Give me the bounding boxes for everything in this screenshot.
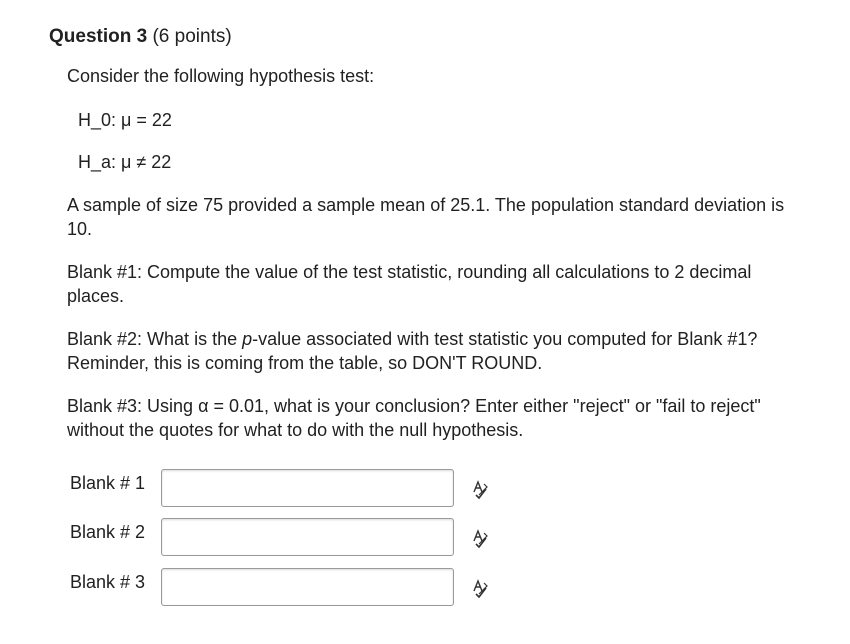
blank-label-2: Blank # 2 xyxy=(70,522,146,542)
blank3-instructions: Blank #3: Using α = 0.01, what is your conclusion? Enter either "reject" or "fail to reject" without the quotes for what to do with the null hypothesis. xyxy=(67,396,761,440)
blank-input-2[interactable] xyxy=(161,518,454,556)
blank-row-1 xyxy=(70,469,510,513)
alternative-hypothesis: H_a: μ ≠ 22 xyxy=(78,152,172,172)
blank1-instructions: Blank #1: Compute the value of the test statistic, rounding all calculations to 2 decimal places. xyxy=(67,262,752,306)
spell-check-icon[interactable] xyxy=(470,529,490,549)
blank2-text-before: Blank #2: What is the xyxy=(67,329,243,349)
question-title: Question 3 xyxy=(49,26,148,47)
question-points: (6 points) xyxy=(152,26,232,47)
sample-description: A sample of size 75 provided a sample mean of 25.1. The population standard deviation is 10. xyxy=(67,195,785,239)
spell-check-icon[interactable] xyxy=(470,480,490,500)
blank-input-1[interactable] xyxy=(161,469,454,507)
blank-label-3: Blank # 3 xyxy=(70,572,146,592)
blank-input-3[interactable] xyxy=(161,568,454,606)
question-intro: Consider the following hypothesis test: xyxy=(67,66,375,86)
blank2-instructions xyxy=(67,327,787,375)
blank-row-3 xyxy=(70,568,510,612)
blank2-text-after: -value associated with test statistic you computed for Blank #1? Reminder, this is coming from the table, so DON'T ROUND. xyxy=(67,329,758,373)
blank-row-2 xyxy=(70,518,510,562)
blank-label-1: Blank # 1 xyxy=(70,473,146,493)
p-value-italic: p xyxy=(242,329,253,349)
question-header xyxy=(49,25,232,49)
spell-check-icon[interactable] xyxy=(470,579,490,599)
null-hypothesis: H_0: μ = 22 xyxy=(78,110,172,130)
